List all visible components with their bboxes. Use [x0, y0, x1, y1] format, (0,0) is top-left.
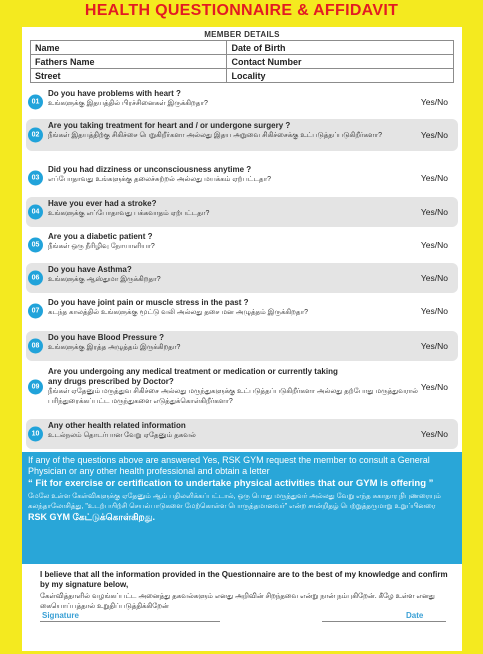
question-tamil: நீங்கள் ஒரு நீரிழிவு நோயாளியா? — [48, 243, 155, 250]
question-number-badge: 03 — [28, 171, 43, 186]
question-english: Do you have problems with heart ? — [48, 89, 181, 98]
question-tamil: கடந்த காலத்தில் உங்களுக்கு மூட்டு வலி அல்லது தசை மன அழுத்தம் இருக்கிறதா? — [48, 309, 309, 316]
declaration-tamil: கேள்வித்தாளில் வழங்கப்பட்ட அனைத்து தகவல்களும் எனது அறிவின் சிறந்தவை என்று நான் நம்புகிறேன். கீழே உள்ள எனது கையொப்பத்தால் உறுதிப்படுத்திக்கிறேன் — [40, 593, 435, 610]
question-tamil: எப்போதாவது உங்களுக்கு தலைச்சுற்றல் அல்லது மயக்கம் ஏற்பட்டதா? — [48, 176, 272, 183]
question-number-badge: 09 — [28, 380, 43, 395]
question-number-badge: 01 — [28, 95, 43, 110]
date-of-birth-field[interactable]: Date of Birth — [227, 41, 454, 55]
yes-no-answer[interactable]: Yes/No — [420, 207, 448, 217]
signature-label: Signature — [42, 611, 79, 620]
member-details-table — [30, 40, 454, 83]
question-number-badge: 04 — [28, 205, 43, 220]
question-tamil: உங்களுக்கு ஆஸ்துமா இருக்கிறதா? — [48, 276, 161, 283]
name-field[interactable]: Name — [31, 41, 227, 55]
notice-text: If any of the questions above are answered Yes, RSK GYM request the member to consult a General Physician or any other health professional and obtain a letter — [28, 455, 430, 476]
contact-number-field[interactable]: Contact Number — [227, 55, 454, 69]
notice-panel — [22, 452, 462, 564]
question-number-badge: 06 — [28, 271, 43, 286]
notice-quote: “ Fit for exercise or certification to undertake physical activities that our GYM is offering ” — [28, 478, 434, 489]
yes-no-answer[interactable]: Yes/No — [420, 306, 448, 316]
question-english: Are you taking treatment for heart and / or undergone surgery ? — [48, 121, 291, 130]
question-tamil: நீங்கள் ஏதேனும் மருத்துவ சிகிச்சை அல்லது மருந்துகளுக்கு உட்படுத்தப்படுகிறீர்களா அல்லது தற்போது மருத்துவரால் பரிந்துரைக்கப்பட்ட மருந்துகளை எடுத்துக்கொள்கிறீர்களா? — [48, 388, 418, 405]
question-number-badge: 02 — [28, 128, 43, 143]
question-english: Do you have Blood Pressure ? — [48, 333, 165, 342]
form-card — [22, 27, 462, 651]
yes-no-answer[interactable]: Yes/No — [420, 240, 448, 250]
question-05 — [26, 230, 458, 260]
table-row — [31, 41, 454, 55]
locality-field[interactable]: Locality — [227, 69, 454, 83]
yes-no-answer[interactable]: Yes/No — [420, 97, 448, 107]
yes-no-answer[interactable]: Yes/No — [420, 273, 448, 283]
question-english: Are you undergoing any medical treatment or medication or currently taking any drugs prescribed by Doctor? — [48, 367, 338, 386]
question-tamil: உங்களுக்கு எப்போதாவது பக்கவாதம் ஏற்பட்டதா? — [48, 210, 210, 217]
declaration-english: I believe that all the information provided in the Questionnaire are to the best of my knowledge and confirm by my signature below, — [40, 570, 448, 589]
question-english: Do you have Asthma? — [48, 265, 132, 274]
question-english: Have you ever had a stroke? — [48, 199, 157, 208]
table-row — [31, 69, 454, 83]
question-tamil: உடல்நலம் தொடர்பான வேறு ஏதேனும் தகவல் — [48, 432, 196, 439]
question-english: Did you had dizziness or unconsciousness anytime ? — [48, 165, 252, 174]
yes-no-answer[interactable]: Yes/No — [420, 130, 448, 140]
fathers-name-field[interactable]: Fathers Name — [31, 55, 227, 69]
question-07 — [26, 296, 458, 326]
question-english: Do you have joint pain or muscle stress in the past ? — [48, 298, 249, 307]
question-english: Any other health related information — [48, 421, 186, 430]
declaration — [40, 570, 450, 612]
notice-gym: RSK GYM கேட்டுக்கொள்கிறது. — [28, 512, 155, 522]
date-line[interactable] — [322, 621, 446, 622]
question-tamil: நீங்கள் இதயத்திற்கு சிகிச்சை பெறுகிறீர்களா அல்லது இதய அறுவை சிகிச்சைக்கு உட்படுத்தப்படுகிறீர்களா? — [48, 132, 382, 139]
question-number-badge: 08 — [28, 339, 43, 354]
member-details-heading: MEMBER DETAILS — [204, 30, 280, 39]
page-title: HEALTH QUESTIONNAIRE & AFFIDAVIT — [84, 2, 399, 19]
question-01 — [26, 87, 458, 117]
yes-no-answer[interactable]: Yes/No — [420, 382, 448, 392]
question-number-badge: 10 — [28, 427, 43, 442]
question-tamil: உங்களுக்கு இரத்த அழுத்தம் இருக்கிறதா? — [48, 344, 181, 351]
signature-line[interactable] — [40, 621, 220, 622]
question-tamil: உங்களுக்கு இதயத்தில் பிரச்சினைகள் இருக்கிறதா? — [48, 100, 208, 107]
question-number-badge: 05 — [28, 238, 43, 253]
question-08 — [26, 331, 458, 361]
table-row — [31, 55, 454, 69]
question-number-badge: 07 — [28, 304, 43, 319]
question-06 — [26, 263, 458, 293]
notice-tamil: மேலே உள்ள கேள்விகளுக்கு ஏதேனும் ஆம் பதிலளிக்கப்பட்டால், ஒரு பொது மருத்துவர் அல்லது வேறு எந்த சுகாதார நிபுணரையும் கலந்தாலோசித்து, "உடற்பயிற்சி செயல்பாடுகளை மேற்கொள்ள பொருத்தமானவர்" என்ற சான்றிதழ் பெற்றுத்தருமாறு உறுப்பினரை — [28, 493, 441, 510]
question-10 — [26, 419, 458, 449]
yes-no-answer[interactable]: Yes/No — [420, 429, 448, 439]
question-04 — [26, 197, 458, 227]
yes-no-answer[interactable]: Yes/No — [420, 173, 448, 183]
question-02 — [26, 119, 458, 151]
question-09 — [26, 365, 458, 409]
date-label: Date — [406, 611, 424, 620]
yes-no-answer[interactable]: Yes/No — [420, 341, 448, 351]
street-field[interactable]: Street — [31, 69, 227, 83]
question-03 — [26, 163, 458, 193]
question-english: Are you a diabetic patient ? — [48, 232, 153, 241]
